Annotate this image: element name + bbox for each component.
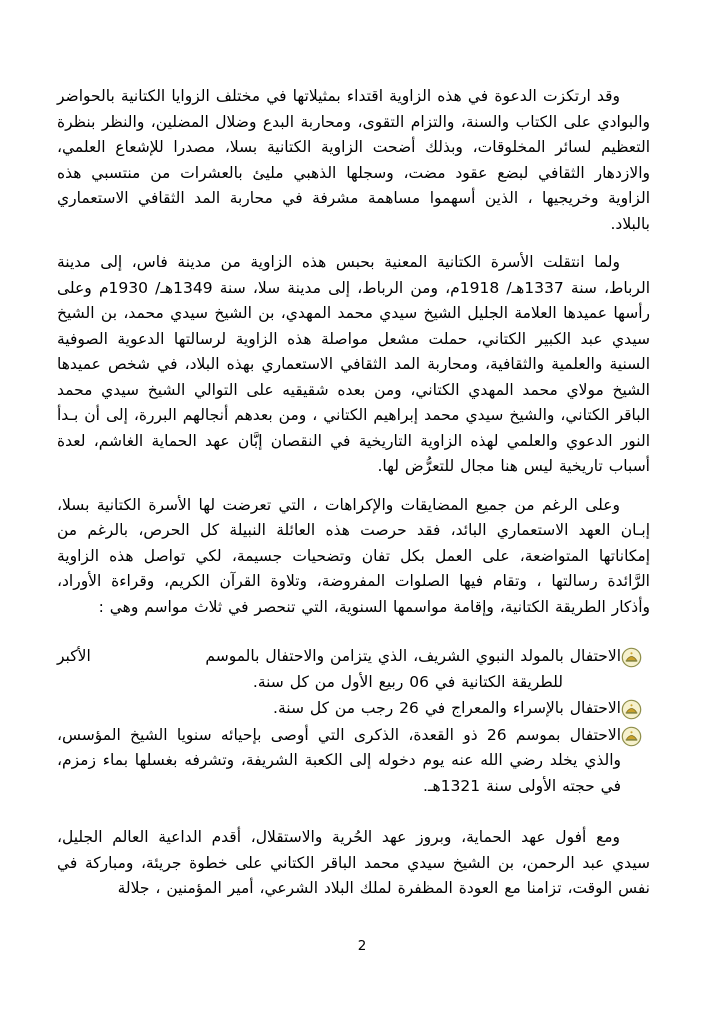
list-item [57, 696, 642, 722]
list-item1-line2: للطريقة الكتانية في 06 ربيع الأول من كل سنة. [252, 672, 563, 691]
list-item [57, 723, 642, 800]
dome-ornament-icon [621, 726, 642, 747]
paragraph-2: ولما انتقلت الأسرة الكتانية المعنية بحبس هذه الزاوية من مدينة فاس، إلى مدينة الرباط، سنة 1337هـ/ 1918م، ومن الرباط، إلى مدينة سلا، سنة 1349هـ/ 1930م وعلى رأسها عميدها العلامة الجليل الشيخ سيدي محمد المهدي، بن الشيخ سيدي محمد، بن الشيخ سيدي عبد الكبير الكتاني، حملت مشعل مواصلة هذه الزاوية لرسالتها الدعوية الصوفية السنية والعلمية والثقافية، ومحاربة المد الثقافي الاستعماري بهذه البلاد، في شخص عميدها الشيخ مولاي محمد المهدي الكتاني، ومن بعده شقيقيه على التوالي الشيخ سيدي محمد الباقر الكتاني، والشيخ سيدي محمد إبراهيم الكتاني ، ومن بعدهم أنجالهم البررة، إلى أن بـدأ النور الدعوي والعلمي لهذه الزاوية التاريخية في النقصان إبَّان عهد الحماية الغاشم، لعدة أسباب تاريخية ليس هنا مجال للتعرُّض لها. [57, 253, 650, 475]
list-item-text: الاحتفال بالإسراء والمعراج في 26 رجب من كل سنة. [273, 699, 621, 717]
dome-ornament-icon [621, 647, 642, 668]
dome-ornament-icon [621, 699, 642, 720]
paragraph-3: وعلى الرغم من جميع المضايقات والإكراهات ، التي تعرضت لها الأسرة الكتانية بسلا، إبـان العهد الاستعماري البائد، فقد حرصت هذه العائلة النبيلة كل الحرص، بالرغم من إمكاناتها المتواضعة، على العمل بكل تفان وتضحيات جسيمة، لكي تواصل هذه الزاوية الرَّائدة رسالتها ، وتقام فيها الصلوات المفروضة، وتلاوة القرآن الكريم، وقراءة الأوراد، وأذكار الطريقة الكتانية، وإقامة مواسمها السنوية، التي تنحصر في ثلاث مواسم وهي : [57, 495, 650, 616]
list-item1-line1-main: الاحتفال بالمولد النبوي الشريف، الذي يتزامن والاحتفال بالموسم [205, 647, 621, 665]
page-number: 2 [357, 938, 367, 954]
list-item [57, 644, 642, 695]
moussem-list [57, 644, 650, 799]
paragraph-4: ومع أفول عهد الحماية، وبروز عهد الحُرية والاستقلال، أقدم الداعية العالم الجليل، سيدي عبد الرحمن، بن الشيخ سيدي محمد الباقر الكتاني على خطوة جريئة، ومباركة في نفس الوقت، تزامنا مع العودة المظفرة لملك البلاد الشرعي، أمير المؤمنين ، جلالة [57, 828, 650, 897]
list-item-text: الاحتفال بموسم 26 ذو القعدة، الذكرى التي أوصى بإحيائه سنويا الشيخ المؤسس، والذي يخلد رضي الله عنه يوم دخوله إلى الكعبة الشريفة، وتشرفه بغسلها بماء زمزم، في حجته الأولى سنة 1321هـ. [57, 725, 622, 795]
list-item1-line1-tail: الأكبر [57, 647, 91, 665]
paragraph-1: وقد ارتكزت الدعوة في هذه الزاوية اقتداء بمثيلاتها في مختلف الزوايا الكتانية بالحواضر والبوادي على الكتاب والسنة، والتزام التقوى، ومحاربة البدع وضلال المضلين، والنظر بنظرة التعظيم لسائر المخلوقات، وبذلك أضحت الزاوية الكتانية بسلا، مصدرا للإشعاع العلمي، والازدهار الثقافي لبضع عقود مضت، وسجلها الذهبي مليئ بالعشرات من منتسبي هذه الزاوية وخريجيها ، الذين أسهموا مساهمة مشرفة في محاربة المد الثقافي الاستعماري بالبلاد. [57, 87, 650, 233]
list-item-text [57, 644, 621, 695]
